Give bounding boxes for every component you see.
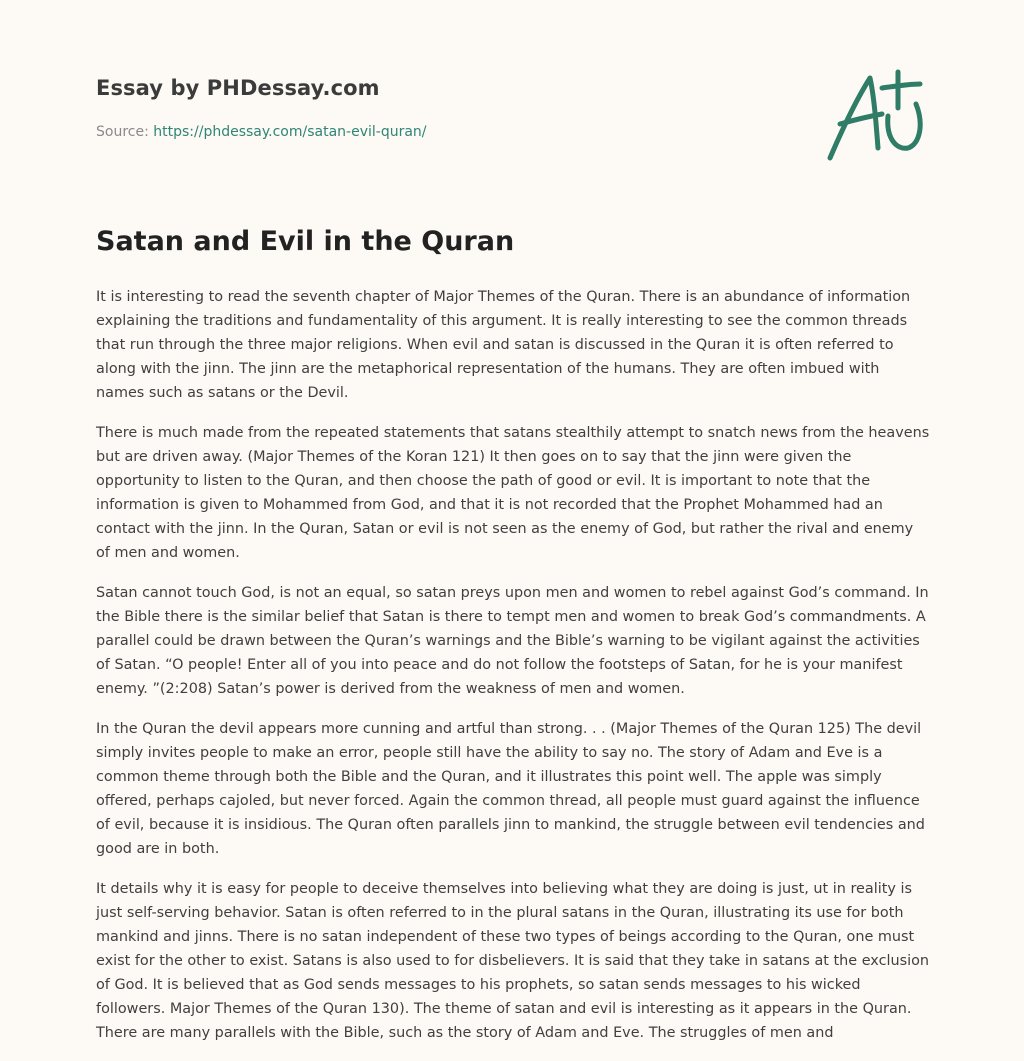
document-page xyxy=(96,0,930,1041)
source-line xyxy=(96,124,427,140)
paragraph: Satan cannot touch God, is not an equal, so satan preys upon men and women to rebel against God’s command. In the Bible there is the similar belief that Satan is there to tempt men and women to break God’s commandments. A parallel could be drawn between the Quran’s warnings and the Bible’s warning to be vigilant against the activities of Satan. “O people! Enter all of you into peace and do not follow the footsteps of Satan, for he is your manifest enemy. ”(2:208) Satan’s power is derived from the weakness of men and women. xyxy=(96,585,929,697)
source-link[interactable]: https://phdessay.com/satan-evil-quran/ xyxy=(153,124,427,140)
paragraph: In the Quran the devil appears more cunning and artful than strong. . . (Major Themes of the Quran 125) The devil simply invites people to make an error, people still have the ability to say no. The story of Adam and Eve is a common theme through both the Bible and the Quran, and it illustrates this point well. The apple was simply offered, perhaps cajoled, but never forced. Again the common thread, all people must guard against the influence of evil, because it is insidious. The Quran often parallels jinn to mankind, the struggle between evil tendencies and good are in both. xyxy=(96,721,925,857)
article-body xyxy=(96,285,930,1061)
header xyxy=(96,0,930,200)
a-plus-logo-icon xyxy=(824,66,928,166)
article-title: Satan and Evil in the Quran xyxy=(96,226,515,257)
paragraph: There is much made from the repeated statements that satans stealthily attempt to snatch news from the heavens but are driven away. (Major Themes of the Koran 121) It then goes on to say that the jinn were given the opportunity to listen to the Quran, and then choose the path of good or evil. It is important to note that the information is given to Mohammed from God, and that it is not recorded that the Prophet Mohammed had an contact with the jinn. In the Quran, Satan or evil is not seen as the enemy of God, but rather the rival and enemy of men and women. xyxy=(96,425,930,561)
source-label: Source: xyxy=(96,124,154,140)
paragraph: It details why it is easy for people to deceive themselves into believing what they are doing is just, ut in reality is just self-serving behavior. Satan is often referred to in the plural satans in the Quran, illustrating its use for both mankind and jinns. There is no satan independent of these two types of beings according to the Quran, one must exist for the other to exist. Satans is also used to for disbelievers. It is said that they take in satans at the exclusion of God. It is believed that as God sends messages to his prophets, so satan sends messages to his wicked followers. Major Themes of the Quran 130). The theme of satan and evil is interesting as it appears in the Quran. There are many parallels with the Bible, such as the story of Adam and Eve. The struggles of men and xyxy=(96,881,930,1041)
brand-title: Essay by PHDessay.com xyxy=(96,76,380,100)
paragraph: It is interesting to read the seventh chapter of Major Themes of the Quran. There is an abundance of information explaining the traditions and fundamentality of this argument. It is really interesting to see the common threads that run through the three major religions. When evil and satan is discussed in the Quran it is often referred to along with the jinn. The jinn are the metaphorical representation of the humans. They are often imbued with names such as satans or the Devil. xyxy=(96,289,911,401)
